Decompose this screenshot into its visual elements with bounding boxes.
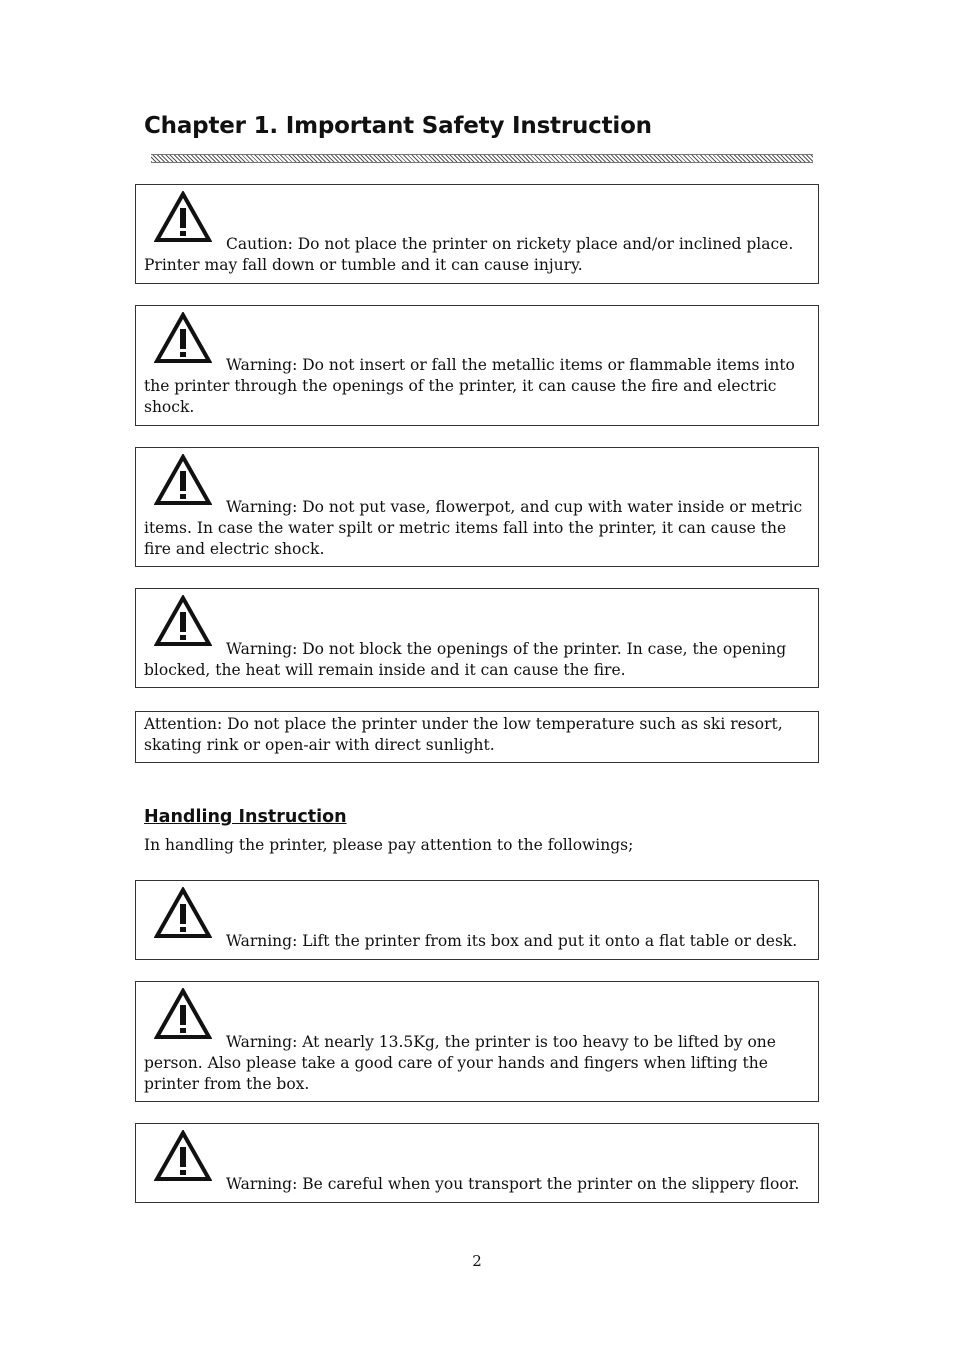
notice-text: Warning: At nearly 13.5Kg, the printer is too heavy to be lifted by one person. Also please take a good care of your hands and fingers when lifting the printer from the box. bbox=[144, 1033, 776, 1093]
warning-notice-box bbox=[135, 1123, 819, 1203]
warning-notice-box bbox=[135, 880, 819, 960]
handling-heading: Handling Instruction bbox=[144, 807, 347, 827]
chapter-title: Chapter 1. Important Safety Instruction bbox=[144, 113, 652, 139]
attention-text: Attention: Do not place the printer under the low temperature such as ski resort, skating rink or open-air with direct sunlight. bbox=[144, 715, 783, 754]
notice-text: Warning: Do not put vase, flowerpot, and cup with water inside or metric items. In case the water spilt or metric items fall into the printer, it can cause the fire and electric shock. bbox=[144, 498, 803, 558]
hatched-divider bbox=[151, 154, 813, 163]
warning-notice-box bbox=[135, 981, 819, 1102]
notice-text: Warning: Lift the printer from its box and put it onto a flat table or desk. bbox=[226, 932, 798, 950]
warning-notice-box bbox=[135, 305, 819, 426]
warning-notice-box bbox=[135, 447, 819, 567]
handling-intro: In handling the printer, please pay attention to the followings; bbox=[144, 836, 634, 854]
notice-text: Caution: Do not place the printer on rickety place and/or inclined place. Printer may fall down or tumble and it can cause injury. bbox=[144, 235, 794, 274]
attention-notice-box bbox=[135, 711, 819, 763]
caution-notice-box bbox=[135, 184, 819, 284]
notice-text: Warning: Be careful when you transport the printer on the slippery floor. bbox=[226, 1175, 800, 1193]
page-number: 2 bbox=[472, 1252, 482, 1270]
notice-text: Warning: Do not insert or fall the metallic items or flammable items into the printer through the openings of the printer, it can cause the fire and electric shock. bbox=[144, 356, 795, 416]
warning-notice-box bbox=[135, 588, 819, 688]
notice-text: Warning: Do not block the openings of the printer. In case, the opening blocked, the heat will remain inside and it can cause the fire. bbox=[144, 640, 787, 679]
